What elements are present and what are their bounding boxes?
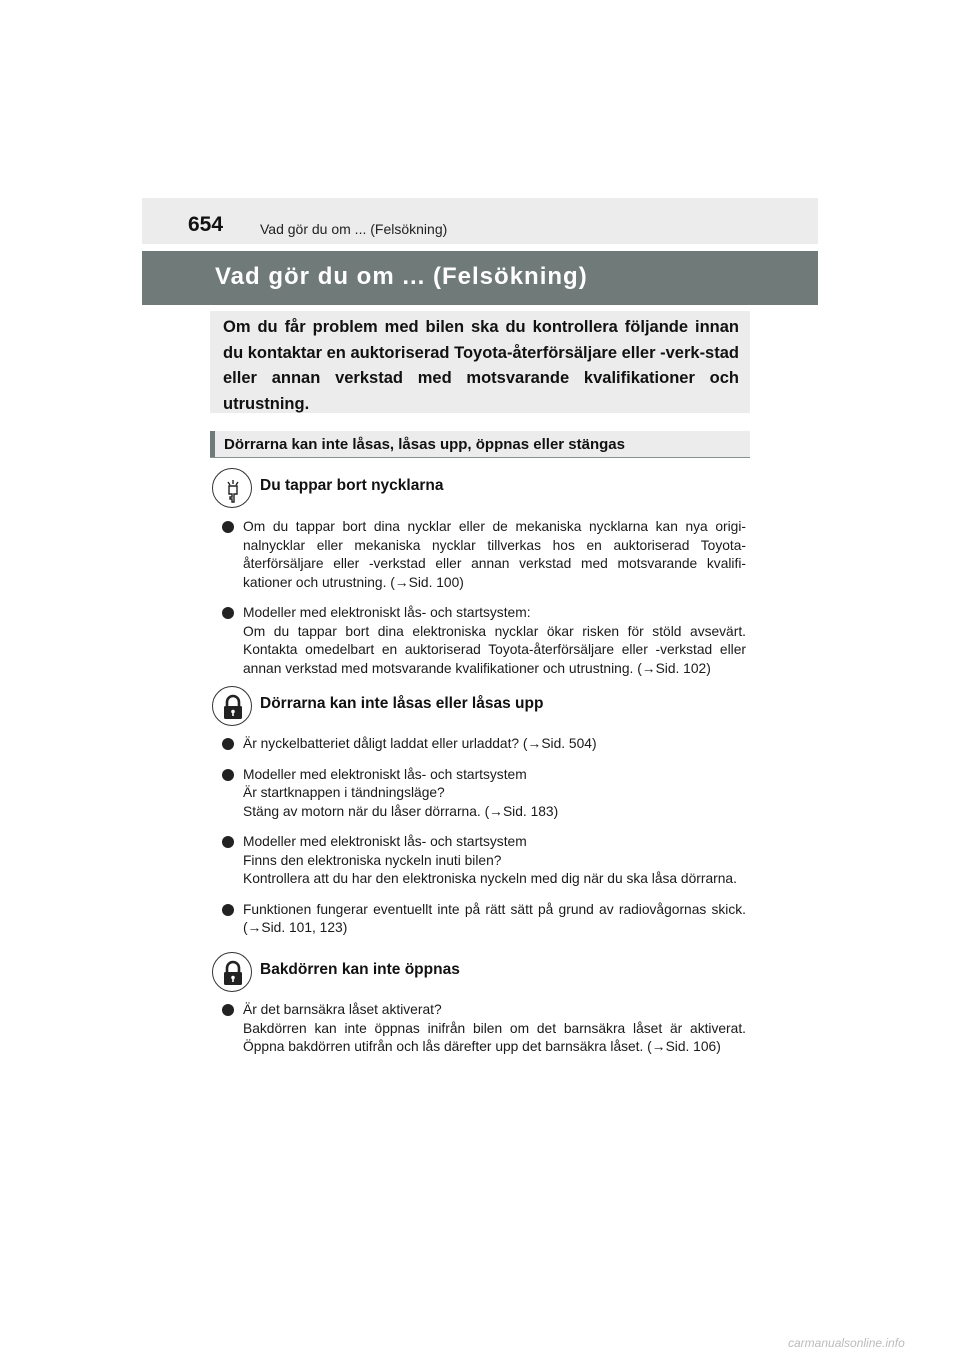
- list-item-text: Funktionen fungerar eventuellt inte på rätt sätt på grund av radiovågornas skick. (→Sid. 101, 123): [243, 901, 746, 935]
- bullet-list-lost-keys: [222, 518, 746, 690]
- list-item-text: Finns den elektroniska nyckeln inuti bilen?: [243, 852, 502, 868]
- subsection-label: Bakdörren kan inte öppnas: [260, 961, 460, 978]
- bullet-dot: [222, 521, 234, 533]
- subsection-lost-keys: [212, 468, 752, 508]
- list-item: [222, 735, 746, 754]
- intro-text: Om du får problem med bilen ska du kontrollera följande innan du kontaktar en auktoriserad Toyota-återförsäljare eller -verk-stad eller annan verkstad med motsvarande kvalifikationer och utrustning.: [223, 318, 739, 413]
- list-item-text: Om du tappar bort dina elektroniska nycklar ökar risken för stöld avsevärt. Kontakta omedelbart en auktoriserad Toyota-återförsäljare eller -verkstad eller annan verkstad med motsvarande kvalifikationer och utrustning. (→Sid. 102): [243, 623, 746, 676]
- list-item: [222, 833, 746, 889]
- bullet-dot: [222, 738, 234, 750]
- list-item-text: Modeller med elektroniskt lås- och startsystem:: [243, 605, 531, 620]
- bullet-dot: [222, 607, 234, 619]
- watermark: carmanualsonline.info: [788, 1336, 905, 1350]
- bullet-list-doors-lock: [222, 735, 746, 950]
- list-item-text: Är startknappen i tändningsläge?: [243, 785, 445, 800]
- list-item-text: Bakdörren kan inte öppnas inifrån bilen om det barnsäkra låset är aktiverat. Öppna bakdörren utifrån och lås därefter upp det barnsäkra låset. (→Sid. 106): [243, 1020, 746, 1054]
- subsection-label: Dörrarna kan inte låsas eller låsas upp: [260, 695, 544, 712]
- list-item-text: Kontrollera att du har den elektroniska nyckeln med dig när du ska låsa dörrarna.: [243, 871, 737, 886]
- bullet-dot: [222, 769, 234, 781]
- page-number: 654: [188, 213, 224, 236]
- list-item: [222, 901, 746, 938]
- subsection-doors-lock: [212, 686, 752, 726]
- bullet-dot: [222, 1004, 234, 1016]
- list-item: [222, 604, 746, 678]
- list-item-text: Modeller med elektroniskt lås- och startsystem: [243, 834, 527, 849]
- section-accent-bar: [210, 431, 215, 457]
- list-item-text: Modeller med elektroniskt lås- och startsystem: [243, 766, 527, 782]
- bullet-dot: [222, 836, 234, 848]
- subsection-label: Du tappar bort nycklarna: [260, 477, 444, 494]
- bullet-dot: [222, 904, 234, 916]
- list-item-text: Stäng av motorn när du låser dörrarna. (→Sid. 183): [243, 803, 559, 819]
- page-title: Vad gör du om ... (Felsökning): [215, 263, 588, 290]
- key-icon: [212, 468, 252, 508]
- section-heading-label: Dörrarna kan inte låsas, låsas upp, öppnas eller stängas: [224, 436, 625, 453]
- header-band: [142, 198, 818, 244]
- section-heading: [210, 431, 750, 458]
- bullet-list-rear-door: [222, 1001, 746, 1069]
- running-head: Vad gör du om ... (Felsökning): [260, 221, 448, 237]
- list-item: [222, 766, 746, 822]
- list-item-text: Om du tappar bort dina nycklar eller de mekaniska nycklarna kan nya origi-nalnycklar eller mekaniska nycklar tillverkas hos en auktoriserad Toyota-återförsäljare eller -verkstad eller annan verkstad med motsvarande kvalifi-kationer och utrustning. (→Sid. 100): [243, 519, 746, 590]
- padlock-icon: [212, 686, 252, 726]
- list-item-text: Är det barnsäkra låset aktiverat?: [243, 1002, 442, 1017]
- list-item-text: Är nyckelbatteriet dåligt laddat eller urladdat? (→Sid. 504): [243, 736, 597, 751]
- subsection-rear-door: [212, 952, 752, 992]
- list-item: [222, 1001, 746, 1057]
- list-item: [222, 518, 746, 592]
- padlock-icon: [212, 952, 252, 992]
